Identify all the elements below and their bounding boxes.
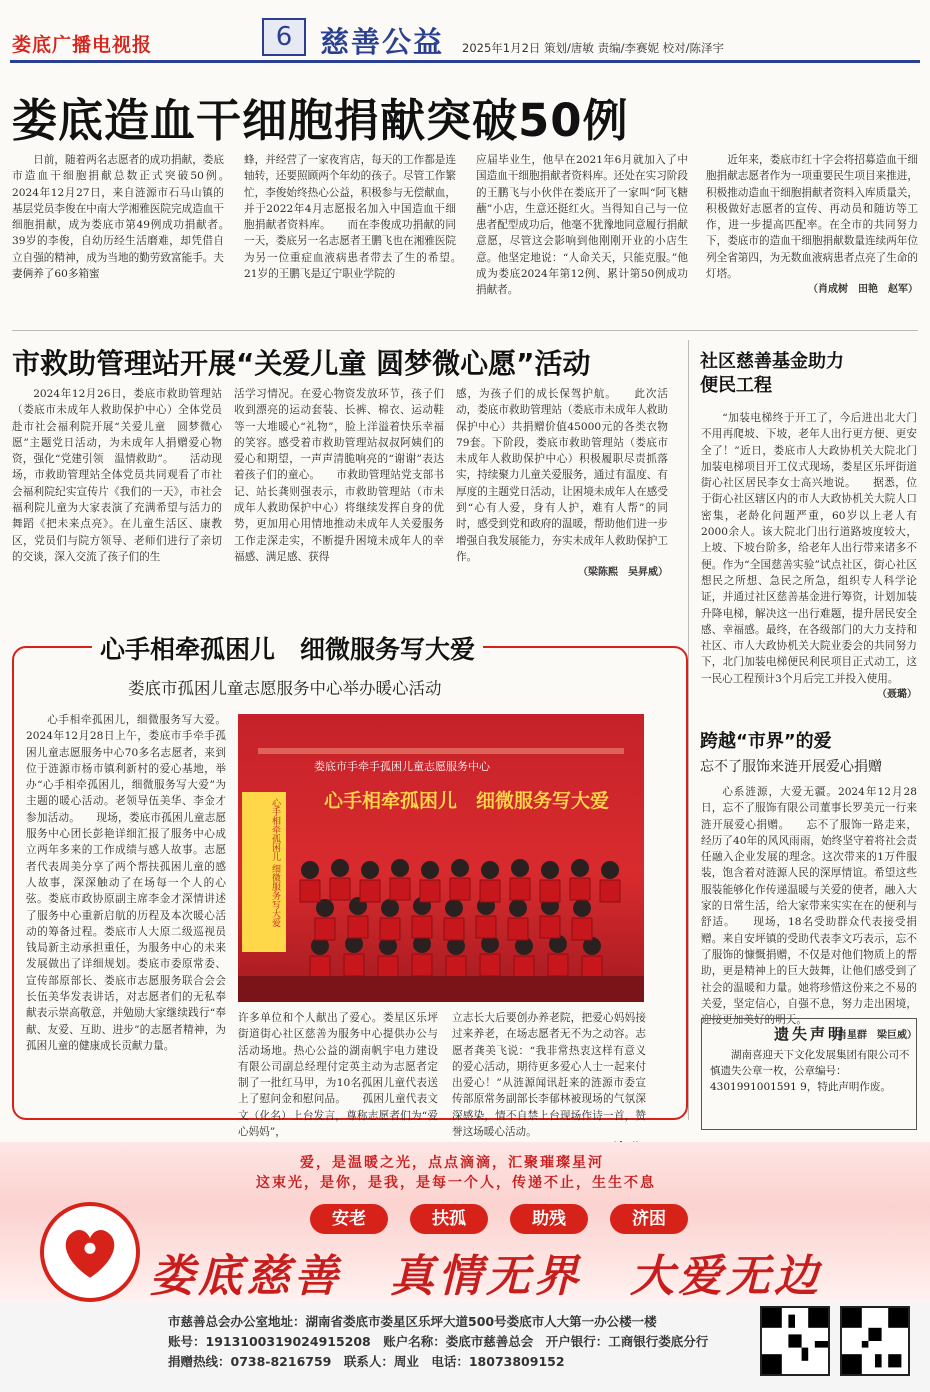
photo-backdrop-stripe <box>258 748 624 754</box>
paper-name: 娄底广播电视报 <box>12 34 153 56</box>
feature-col3: 立志长大后要创办养老院，把爱心妈妈接过来养老，在场志愿者无不为之动容。志愿者龚美飞说：“我非常热衷这样有意义的爱心活动，期待更多爱心人士一起来付出爱心！”从涟源闻讯赶来的涟源市委宣传部原常务副部长李郁林被现场的气氛深深感染，情不自禁上台现场作诗一首，赞誉这场暖心活动。 <box>452 1010 646 1114</box>
column-divider <box>688 340 689 1120</box>
headline-rescue-station: 市救助管理站开展“关爱儿童 圆梦微心愿”活动 <box>12 347 591 380</box>
masthead <box>10 18 920 62</box>
feature-subtitle: 娄底市孤困儿童志愿服务中心举办暖心活动 <box>128 679 442 698</box>
event-photo <box>238 714 644 1002</box>
sidebar2-title: 跨越“市界”的爱 <box>700 731 832 752</box>
article1-col4: 近年来，娄底市红十字会将招募造血干细胞捐献志愿者作为一项重要民生项目来推进，积极推动造血干细胞捐献者资料入库质量关，积极做好志愿者的宣传、再动员和随访等工作，进一步提高匹配率。在全市的共同努力下，娄底市的造血干细胞捐献数量连续两年位列全省第四，为无数血液病患者点亮了生命的灯塔。 （肖成树 田艳 赵军） <box>706 152 918 318</box>
photo-side-banner: 心手相牵孤困儿 细微服务写大爱 <box>242 792 286 952</box>
photo-sign-slogan: 心手相牵孤困儿 细微服务写大爱 <box>324 790 610 812</box>
qr-code-icon <box>840 1306 910 1376</box>
divider-line <box>12 330 918 331</box>
ad-account: 账号：1913100319024915208 账户名称：娄底市慈善总会 开户银行：工商银行娄底分行 <box>168 1334 709 1349</box>
sidebar2-subtitle: 忘不了服饰来涟开展爱心捐赠 <box>700 759 882 775</box>
ad-pill-disabled: 助残 <box>510 1204 588 1234</box>
feature-col1: 心手相牵孤困儿，细微服务写大爱。2024年12月28日上午，娄底市手牵手孤困儿童志愿服务中心70多名志愿者，来到位于涟源市杨市镇利新村的爱心基地，举办“心手相牵孤困儿，细微服务写大爱”为主题的暖心活动。老领导伍美华、李金才参加活动。 现场，娄底市孤困儿童志愿服务中心团长彭艳详细汇报了服务中心成立两年多来的工作成绩与感人故事。志愿者代表周美分享了两个帮扶孤困儿童的感人故事，深深触动了在场每一个人的心弦。娄底市政协原副主席李金才深情讲述了服务中心重新启航的历程及本次暖心活动的筹备过程。娄底市人大原二级巡视员钱局新主动承担重任，为服务中心的未来发展做出了详细规划。娄底市委原常委、宣传部原部长、娄底市志愿服务联合会会长伍美华发表讲话，对志愿者们的无私奉献表示崇高敬意，并勉励大家继续践行“奉献、友爱、互助、进步”的志愿者精神，为孤困儿童的健康成长贡献力量。 <box>26 714 226 1052</box>
notice-title: 遗失声明 <box>773 1025 846 1043</box>
section-name: 慈善公益 <box>320 25 445 59</box>
headline-stem-cell: 娄底造血干细胞捐献突破50例 <box>12 94 629 147</box>
ad-tagline-1: 爱，是温暖之光，点点滴滴，汇聚璀璨星河 <box>300 1155 604 1171</box>
article1-col1: 日前，随着两名志愿者的成功捐献，娄底市造血干细胞捐献总数正式突破50例。 2024年12月27日，来自涟源市石马山镇的基层党员李俊在中南大学湘雅医院完成造血干细胞捐献，成为娄底市第49例成功捐献者。 39岁的李俊，自幼历经生活磨难，却凭借自立自强的精神，成为当地的勤劳致富能手。夫妻俩养了60多箱蜜 <box>12 154 246 281</box>
article2-col3: 感，为孩子们的成长保驾护航。 此次活动，娄底市救助管理站（娄底市未成年人救助保护中心）共捐赠价值45000元的各类衣物79套。下阶段，娄底市救助管理站（娄底市未成年人救助保护中心）积极履职尽责抓落实，持续聚力儿童关爱服务，通过有温度、有厚度的主题党日活动，让困境未成年人在感受到“心有人爱，身有人护，难有人帮”的同时，感受到党和政府的温暖，帮助他们进一步增强自我发展能力，夯实未成年人救助保护工作。 （梁陈熙 吴昇威） <box>456 386 668 604</box>
feature-title: 心手相牵孤困儿 细微服务写大爱 <box>92 630 483 666</box>
photo-sign-org: 娄底市手牵手孤困儿童志愿服务中心 <box>314 760 490 773</box>
sidebar2-byline: （肖星群 梁巨威） <box>827 1030 917 1042</box>
masthead-rule <box>10 60 920 63</box>
article1-col3: 应届毕业生，他早在2021年6月就加入了中国造血干细胞捐献者资料库。还处在实习阶段的王鹏飞与小伙伴在娄底开了一家叫“阿飞糖蘸”小店，生意还挺红火。当得知自己与一位患者配型成功后，他毫不犹豫地同意履行捐献意愿，尽管这会影响到他刚刚开业的小店生意。他坚定地说：“人命关天，只能克服。”他成为娄底2024年第12例、累计第50例成功捐献者。 <box>476 154 688 297</box>
qr-code-icon <box>760 1306 830 1376</box>
article2-byline: （梁陈熙 吴昇威） <box>578 567 668 579</box>
notice-body: 湖南喜迎天下文化发展集团有限公司不慎遗失公章一枚，公章编号：4301991001591 9，特此声明作废。 <box>710 1049 910 1093</box>
article2-col2: 活学习情况。在爱心物资发放环节，孩子们收到漂亮的运动套装、长裤、棉衣、运动鞋等一大堆暖心“礼物”，脸上洋溢着快乐幸福的笑容。感受着市救助管理站叔叔阿姨们的爱心和期望，一声声清脆响亮的“谢谢”表达着孩子们的童心。 市救助管理站党支部书记、站长龚则强表示，市救助管理站（市未成年人救助保护中心）将继续发挥自身的优势，更加用心用情地推动未成年人关爱服务工作走深走实，不断提升困境未成年人的幸福感、满足感、获得 <box>234 388 444 563</box>
ad-pill-orphan: 扶孤 <box>410 1204 488 1234</box>
sidebar2-body: 心系涟源，大爱无疆。2024年12月28日，忘不了服饰有限公司董事长罗美元一行来涟开展爱心捐赠。 忘不了服饰一路走来，经历了40年的风风雨雨，始终坚守着将社会责任融入企业发展的理念。这次带来的1万件服装，饱含着对涟源人民的深厚情谊。希望这些服装能够化作传递温暖与关爱的使者，融入大家的日常生活，给大家带来实实在在的便利与舒适。 现场，18名受助群众代表接受捐赠。来自安坪镇的受助代表李文巧表示，忘不了服饰的慷慨捐赠，不仅是对他们物质上的帮助，更是精神上的巨大鼓舞，让他们感受到了社会的温暖和力量。她将珍惜这份来之不易的关爱，坚定信心，自强不息，努力走出困境，迎接更加美好的明天。 （肖星群 梁巨威） <box>701 784 917 964</box>
article1-col2: 蜂，并经营了一家夜宵店，每天的工作都是连轴转，还要照顾两个年幼的孩子。尽管工作繁忙，李俊始终热心公益，积极参与无偿献血，并于2022年4月志愿报名加入中国造血干细胞捐献者资料库。 而在李俊成功捐献的同一天，娄底另一名志愿者王鹏飞也在湘雅医院为另一位重症血液病患者带去了生的希望。 21岁的王鹏飞是辽宁职业学院的 <box>244 154 478 281</box>
ad-pill-elderly: 安老 <box>310 1204 388 1234</box>
page-meta: 2025年1月2日 策划/唐敏 责编/李赛妮 校对/陈泽宇 <box>462 41 724 55</box>
article1-byline: （肖成树 田艳 赵军） <box>808 284 918 296</box>
lost-notice <box>701 1018 917 1130</box>
ad-hotline: 捐赠热线：0738-8216759 联系人：周业 电话：18073809152 <box>168 1354 565 1369</box>
ad-pill-poor: 济困 <box>610 1204 688 1234</box>
charity-advertisement <box>0 1142 930 1392</box>
sidebar1-byline: （聂璐） <box>877 689 917 701</box>
article2-col1: 2024年12月26日，娄底市救助管理站（娄底市未成年人救助保护中心）全体党员赴市社会福利院开展“关爱儿童 圆梦微心愿”主题党日活动，为未成年人捐赠爱心物资，强化“党建引领 温情救助”。 活动现场，市救助管理站全体党员共同观看了市社会福利院纪实宣传片《我们的一天》，市社会福利院儿童为大家表演了充满希望与活力的舞蹈《把未来点亮》。在儿童生活区、康教区，党员们与院方领导、老师们进行了亲切的交谈，深入交流了孩子们的生 <box>12 388 222 563</box>
page-number: 6 <box>262 18 306 56</box>
sidebar1-body: “加装电梯终于开工了，今后进出北大门不用再爬坡、下坡，老年人出行更方便、更安全了！”近日，娄底市人大政协机关大院北门加装电梯项目开工仪式现场，娄星区乐坪街道街心社区居民李女士高兴地说。 据悉，位于街心社区辖区内的市人大政协机关大院人口密集，老龄化问题严重，60岁以上老人有2000余人。该大院北门出行道路坡度较大，上坡、下坡台阶多，给老年人出行带来诸多不便。作为“全国慈善实验”试点社区，街心社区想民之所想、急民之所急，组织专人科学论证，并通过社区慈善基金进行筹资，计划加装升降电梯，解决这一出行难题，提升居民安全感、幸福感。最终，在各级部门的大力支持和社区、市人大政协机关大院业委会的共同努力下，北门加装电梯便民利民项目正式动工，这一民心工程预计3个月后完工并投入使用。 （聂璐） <box>701 410 917 710</box>
ad-slogan: 娄底慈善 真情无界 大爱无边 <box>150 1251 822 1302</box>
charity-federation-logo-icon <box>40 1202 140 1302</box>
ad-address: 市慈善总会办公室地址：湖南省娄底市娄星区乐坪大道500号娄底市人大第一办公楼一楼 <box>168 1314 657 1329</box>
photo-floor <box>238 976 644 1002</box>
ad-tagline-2: 这束光，是你，是我，是每一个人，传递不止，生生不息 <box>256 1175 656 1191</box>
sidebar1-title: 社区慈善基金助力便民工程 <box>700 351 844 396</box>
feature-col2: 许多单位和个人献出了爱心。娄星区乐坪街道街心社区慈善为服务中心提供办公与活动场地。热心公益的湖南帆宇电力建设有限公司副总经理付定英主动为志愿者定制了一批红马甲，为10名孤困儿童代表送上了慰问金和慰问品。 孤困儿童代表文文（化名）上台发言，尊称志愿者们为“爱心妈妈”， <box>238 1012 438 1139</box>
